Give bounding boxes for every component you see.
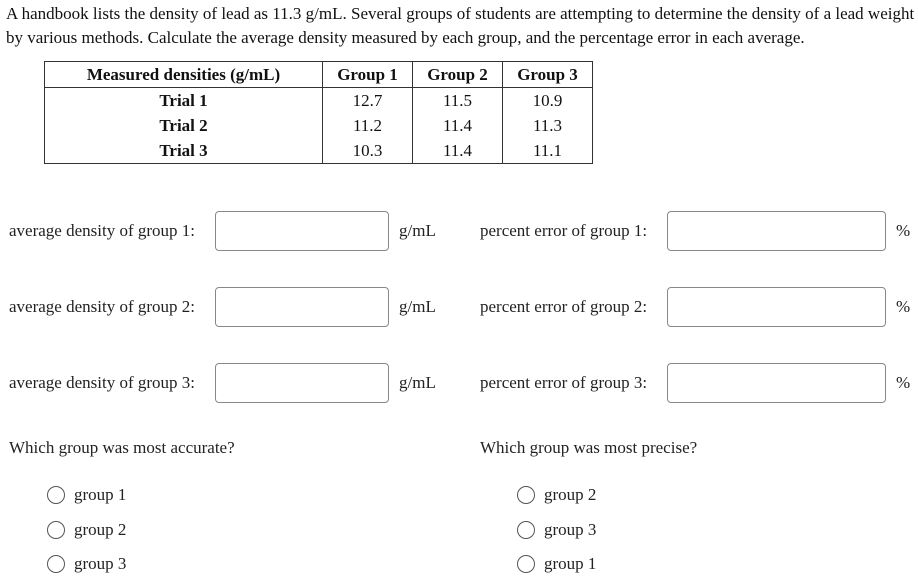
avg-density-unit-3: g/mL [399,373,436,392]
cell-value: 10.9 [503,88,593,114]
percent-error-label-1: percent error of group 1: [480,221,648,240]
cell-value: 11.4 [413,113,503,138]
option-label: group 1 [544,554,597,573]
precise-option-group-2[interactable] [517,485,596,505]
cell-value: 11.1 [503,138,593,164]
option-label: group 2 [74,520,127,539]
table-row [45,138,593,164]
percent-error-input-1[interactable] [667,211,886,251]
option-label: group 1 [74,485,127,504]
option-label: group 3 [74,554,127,573]
accurate-option-group-2[interactable] [47,520,126,540]
avg-density-unit-2: g/mL [399,297,436,316]
percent-error-label-3: percent error of group 3: [480,373,648,392]
row-label: Trial 1 [45,88,323,114]
cell-value: 11.4 [413,138,503,164]
percent-unit-2: % [896,297,911,316]
question-prompt: A handbook lists the density of lead as 11.3 g/mL. Several groups of students are attempting to determine the density of a lead weight by various methods. Calculate the average density measured by each group, and the percentage error in each average. [6,4,915,47]
percent-error-label-2: percent error of group 2: [480,297,648,316]
header-measured: Measured densities (g/mL) [45,62,323,88]
header-group-1: Group 1 [323,62,413,88]
precision-question: Which group was most precise? [480,438,698,457]
cell-value: 12.7 [323,88,413,114]
percent-unit-1: % [896,221,911,240]
cell-value: 11.2 [323,113,413,138]
cell-value: 11.3 [503,113,593,138]
radio-button[interactable] [517,486,535,504]
density-table [44,61,593,164]
option-label: group 3 [544,520,597,539]
avg-density-label-2: average density of group 2: [9,297,195,316]
radio-button[interactable] [517,555,535,573]
avg-density-input-2[interactable] [215,287,389,327]
radio-button[interactable] [517,521,535,539]
table-row [45,113,593,138]
table-row [45,88,593,114]
header-group-3: Group 3 [503,62,593,88]
row-label: Trial 3 [45,138,323,164]
precise-option-group-3[interactable] [517,520,596,540]
accurate-option-group-3[interactable] [47,554,126,574]
row-label: Trial 2 [45,113,323,138]
option-label: group 2 [544,485,597,504]
percent-unit-3: % [896,373,911,392]
avg-density-input-3[interactable] [215,363,389,403]
radio-button[interactable] [47,521,65,539]
cell-value: 11.5 [413,88,503,114]
avg-density-input-1[interactable] [215,211,389,251]
accuracy-question: Which group was most accurate? [9,438,235,457]
radio-button[interactable] [47,486,65,504]
radio-button[interactable] [47,555,65,573]
avg-density-unit-1: g/mL [399,221,436,240]
accurate-option-group-1[interactable] [47,485,126,505]
percent-error-input-3[interactable] [667,363,886,403]
percent-error-input-2[interactable] [667,287,886,327]
avg-density-label-3: average density of group 3: [9,373,195,392]
precise-option-group-1[interactable] [517,554,596,574]
cell-value: 10.3 [323,138,413,164]
table-header-row [45,62,593,88]
header-group-2: Group 2 [413,62,503,88]
avg-density-label-1: average density of group 1: [9,221,195,240]
